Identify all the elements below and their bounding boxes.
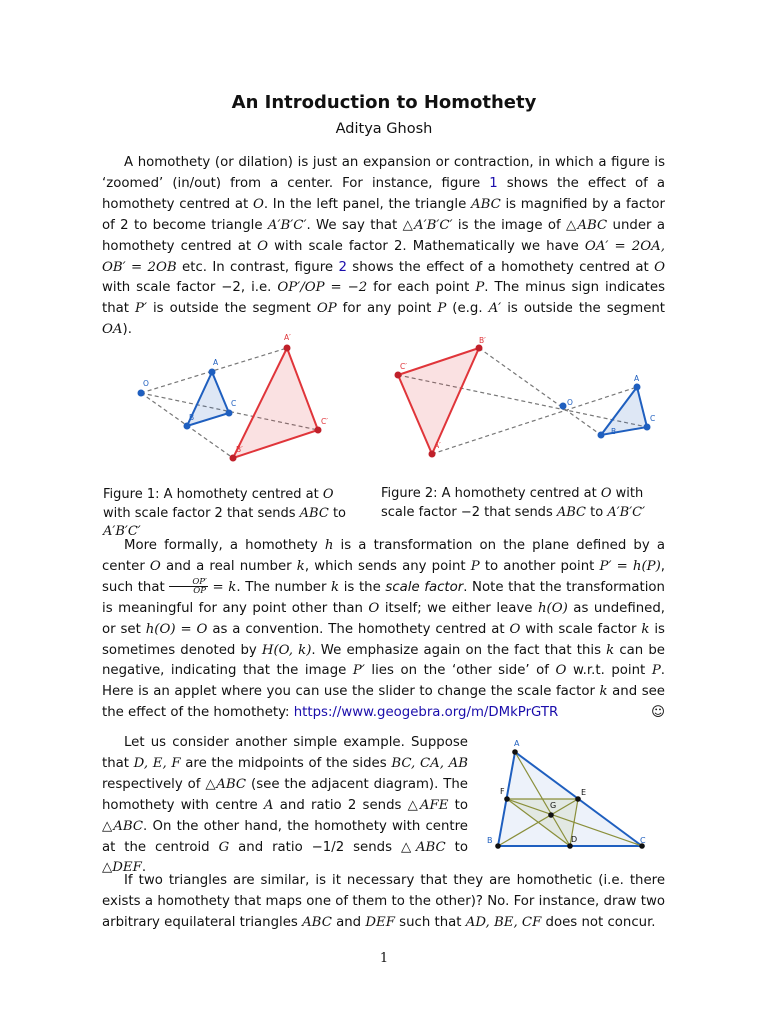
figure-ref-1[interactable]: 1 <box>489 175 498 191</box>
fig2-label-C: C <box>650 414 656 423</box>
fig3-label-C: C <box>640 836 646 845</box>
page-number: 1 <box>379 951 389 966</box>
definition-paragraph: More formally, a homothety h is a transformation on the plane defined by a center O and a real number k, which sends any point P to another point P′ = h(P), such that $\frac{OP'}{OP}$ = k. The number k is the scale factor. Note that the transformation is meaningful for any point other than O itself; we either leave h(O) as undefined, or set h(O) = O as a convention. The homothety centred at O with scale factor k is sometimes denoted by H(O, k). We emphasize again on the fact that this k can be negative, indicating that the image P′ lies on the ‘other side’ of O w.r.t. point P. Here is an applet where you can use the slider to change the scale factor k and see the effect of the homothety: https://www.geogebra.org/m/DMkPrGTR ☺ <box>102 536 665 724</box>
midpoint-example-paragraph: Let us consider another simple example. Suppose that D, E, F are the midpoints of the sides BC, CA, AB respectively of △ABC (see the adjacent diagram). The homothety with centre A and ratio 2 sends △AFE to △ABC. On the other hand, the homothety with centre at the centroid G and ratio −1/2 sends △ABC to △DEF. <box>102 735 469 876</box>
fig3-label-B: B <box>487 836 493 845</box>
fig2-label-A-prime: A′ <box>434 441 441 450</box>
fig3-label-G: G <box>550 801 557 810</box>
intro-paragraph: A homothety (or dilation) is just an expansion or contraction, in which a figure is ‘zoomed’ (in/out) from a center. For instance, figure 1 shows the effect of a homothety centred at O. In the left panel, the triangle ABC is magnified by a factor of 2 to become triangle A′B′C′. We say that △A′B′C′ is the image of △ABC under a homothety centred at O with scale factor 2. Mathematically we have OA′ = 2OA, OB′ = 2OB etc. In contrast, figure 2 shows the effect of a homothety centred at O with scale factor −2, i.e. OP′/OP = −2 for each point P. The minus sign indicates that P′ is outside the segment OP for any point P (e.g. A′ is outside the segment OA). <box>102 155 666 338</box>
figure-1-caption: Figure 1: A homothety centred at O with scale factor 2 that sends ABC to A′B′C′ <box>103 487 346 539</box>
smiley-icon: ☺ <box>651 705 665 721</box>
ratio-fraction: $\frac{OP'}{OP}$ <box>169 578 208 596</box>
fig2-label-B: B <box>611 427 617 436</box>
fig2-label-O: O <box>567 398 573 407</box>
fig1-label-C: C <box>231 399 237 408</box>
fig1-label-C-prime: C′ <box>321 417 328 426</box>
figure-2-caption: Figure 2: A homothety centred at O with scale factor −2 that sends ABC to A′B′C′ <box>381 486 646 520</box>
paper-title: An Introduction to Homothety <box>231 92 537 113</box>
figure-ref-2[interactable]: 2 <box>338 259 347 275</box>
fig1-label-A: A <box>213 358 219 367</box>
similarity-paragraph: If two triangles are similar, is it necessary that they are homothetic (i.e. there exists a homothety that maps one of them to the other)? No. For instance, draw two arbitrary equilateral triangles ABC and DEF such that AD, BE, CF does not concur. <box>102 873 665 930</box>
fig2-label-C-prime: C′ <box>400 362 407 371</box>
geogebra-link[interactable]: https://www.geogebra.org/m/DMkPrGTR <box>293 705 559 721</box>
author-name: Aditya Ghosh <box>335 121 433 137</box>
fig1-label-O: O <box>143 379 149 388</box>
fig1-label-A-prime: A′ <box>284 333 291 342</box>
fig3-label-F: F <box>500 787 505 796</box>
figure-1-diagram <box>128 330 348 465</box>
fig1-label-B-prime: B′ <box>236 445 243 454</box>
fig3-label-A: A <box>514 739 520 748</box>
fig2-label-B-prime: B′ <box>479 336 486 345</box>
figure-2-diagram <box>390 330 670 460</box>
fig1-label-B: B <box>189 413 195 422</box>
figure-3-diagram <box>484 735 666 855</box>
fig2-label-A: A <box>634 374 640 383</box>
fig3-label-E: E <box>581 788 587 797</box>
fig3-label-D: D <box>571 835 578 844</box>
